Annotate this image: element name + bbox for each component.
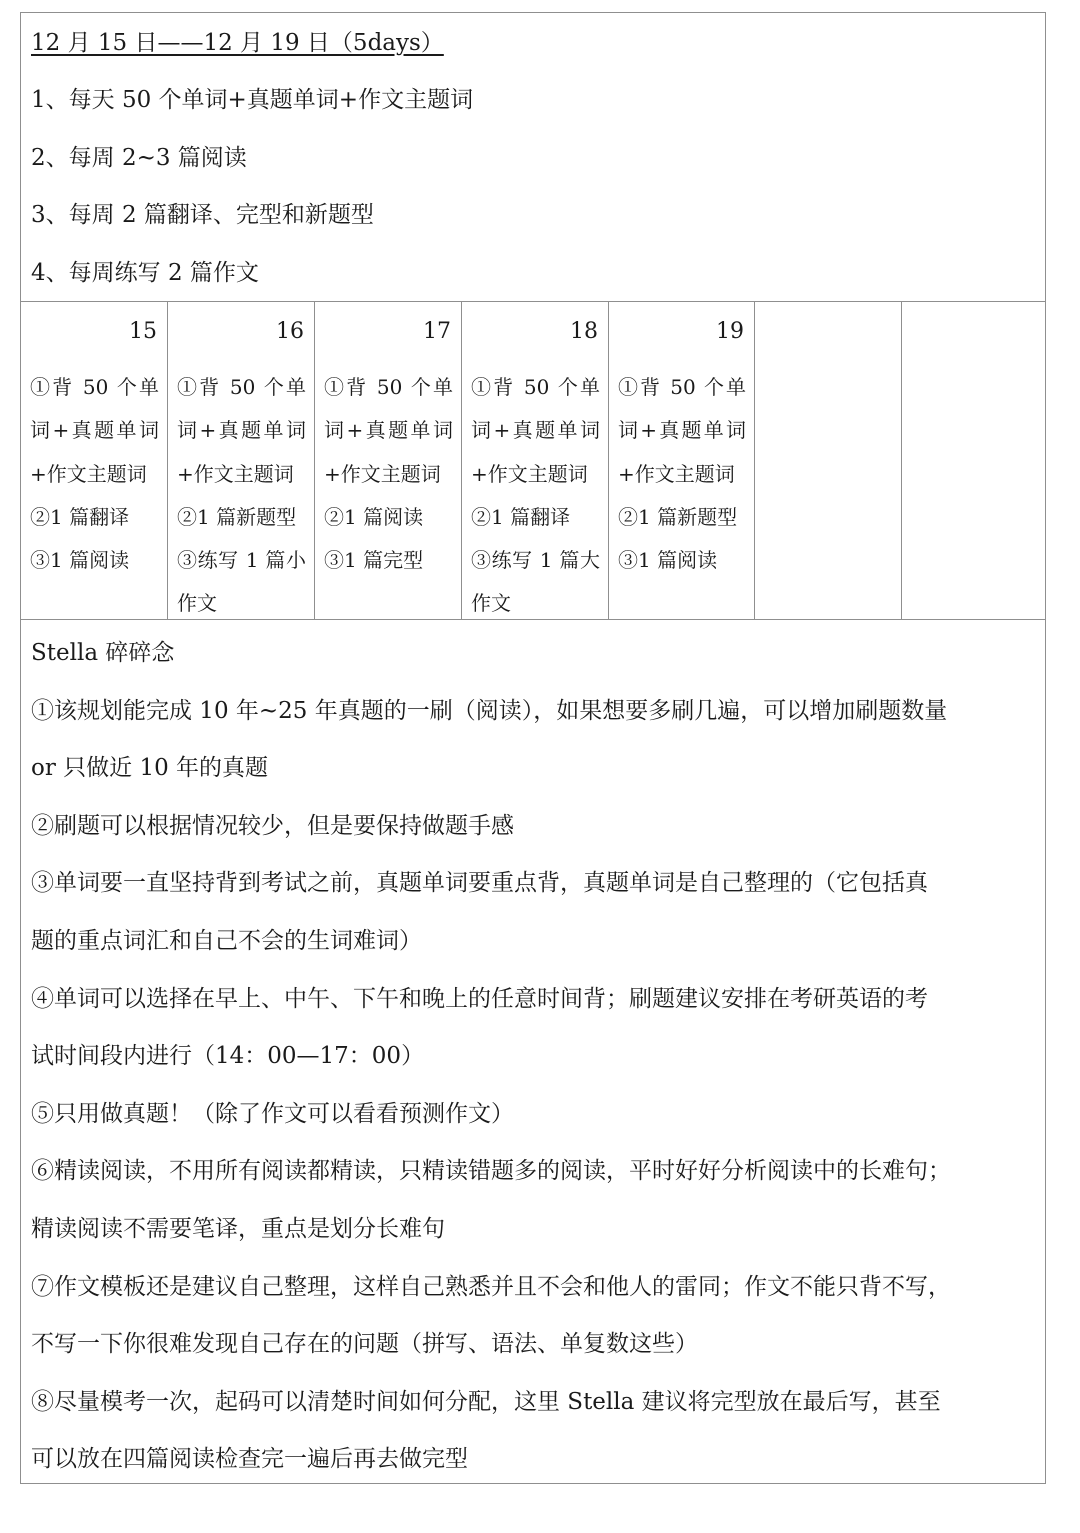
task-item: ③1 篇阅读 [30,548,130,573]
day-task-list [30,366,159,582]
task-item: ②1 篇翻译 [30,504,130,529]
goal-item: 1、每天 50 个单词+真题单词+作文主题词 [31,87,474,113]
day-task-list [324,366,453,582]
daily-schedule-grid [21,302,1045,620]
day-cell-16 [168,302,315,619]
note-line: ⑥精读阅读，不用所有阅读都精读，只精读错题多的阅读，平时好好分析阅读中的长难句； [31,1158,951,1184]
task-item: ②1 篇新题型 [177,504,297,529]
task-item: ③练写 1 篇小作文 [177,548,306,616]
empty-day-cell [902,302,1045,619]
task-item: ①背 50 个单词+真题单词+作文主题词 [324,375,453,486]
day-cell-17 [315,302,462,619]
notes-title: Stella 碎碎念 [31,640,175,666]
note-line: ③单词要一直坚持背到考试之前，真题单词要重点背，真题单词是自己整理的（它包括真 [31,870,928,896]
note-line: 不写一下你很难发现自己存在的问题（拼写、语法、单复数这些） [31,1331,698,1357]
task-item: ②1 篇翻译 [471,504,571,529]
study-plan-document [20,12,1046,1484]
day-cell-18 [462,302,609,619]
day-cell-15 [21,302,168,619]
day-number: 17 [423,319,451,344]
note-line: 可以放在四篇阅读检查完一遍后再去做完型 [31,1446,468,1472]
day-number: 15 [129,319,157,344]
note-line: ⑧尽量模考一次，起码可以清楚时间如何分配，这里 Stella 建议将完型放在最后写，甚至 [31,1389,941,1415]
note-line: ②刷题可以根据情况较少，但是要保持做题手感 [31,813,514,839]
date-range-title: 12 月 15 日——12 月 19 日（5days） [31,30,444,56]
plan-header-section [21,13,1045,302]
task-item: ③1 篇完型 [324,548,424,573]
day-number: 16 [276,319,304,344]
day-task-list [471,366,600,626]
task-item: ①背 50 个单词+真题单词+作文主题词 [471,375,600,486]
day-task-list [177,366,306,626]
day-number: 19 [716,319,744,344]
task-item: ③练写 1 篇大作文 [471,548,600,616]
day-task-list [618,366,746,582]
day-cell-19 [609,302,755,619]
note-line: 试时间段内进行（14：00—17：00） [31,1043,425,1069]
task-item: ②1 篇新题型 [618,504,738,529]
note-line: 精读阅读不需要笔译，重点是划分长难句 [31,1216,445,1242]
task-item: ①背 50 个单词+真题单词+作文主题词 [618,375,746,486]
task-item: ③1 篇阅读 [618,548,718,573]
note-line: 题的重点词汇和自己不会的生词难词） [31,928,422,954]
note-line: ④单词可以选择在早上、中午、下午和晚上的任意时间背；刷题建议安排在考研英语的考 [31,986,928,1012]
note-line: or 只做近 10 年的真题 [31,755,269,781]
day-number: 18 [570,319,598,344]
empty-day-cell [755,302,902,619]
goal-item: 4、每周练写 2 篇作文 [31,260,259,286]
note-line: ①该规划能完成 10 年~25 年真题的一刷（阅读），如果想要多刷几遍，可以增加刷题数量 [31,698,948,724]
goal-item: 3、每周 2 篇翻译、完型和新题型 [31,202,374,228]
note-line: ⑤只用做真题！（除了作文可以看看预测作文） [31,1101,514,1127]
goal-item: 2、每周 2~3 篇阅读 [31,145,247,171]
task-item: ①背 50 个单词+真题单词+作文主题词 [177,375,306,486]
task-item: ①背 50 个单词+真题单词+作文主题词 [30,375,159,486]
task-item: ②1 篇阅读 [324,504,424,529]
note-line: ⑦作文模板还是建议自己整理，这样自己熟悉并且不会和他人的雷同；作文不能只背不写， [31,1274,951,1300]
